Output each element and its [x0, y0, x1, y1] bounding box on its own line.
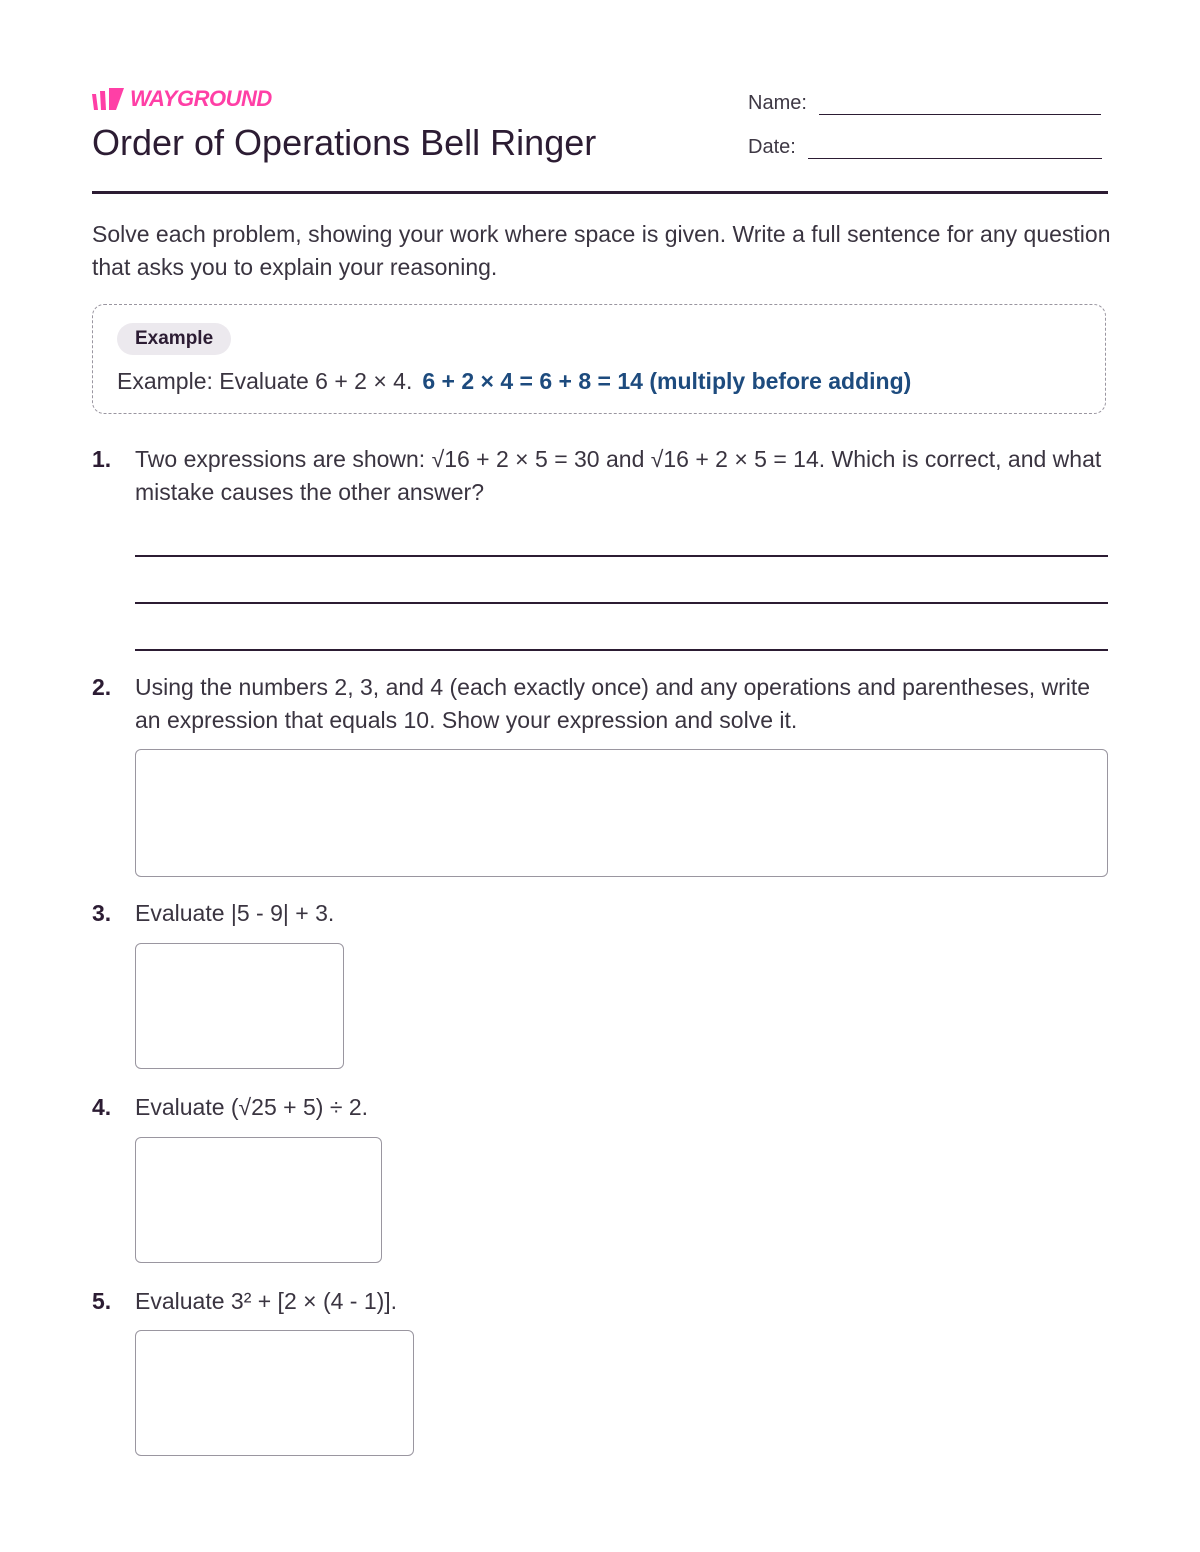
brand-name: WAYGROUND [130, 86, 272, 111]
instructions: Solve each problem, showing your work where space is given. Write a full sentence for any question that asks you to explain your reasoning. [92, 221, 1111, 280]
answer-box-4[interactable] [135, 1137, 382, 1263]
question-text: Using the numbers 2, 3, and 4 (each exactly once) and any operations and parentheses, write an expression that equals 10. Show your expression and solve it. [135, 674, 1091, 733]
date-field [748, 134, 1102, 159]
date-label: Date: [748, 136, 796, 158]
question-text: Evaluate (√25 + 5) ÷ 2. [135, 1094, 369, 1120]
wayground-logo-icon [92, 88, 124, 110]
question-number: 1. [92, 446, 112, 472]
answer-box-3[interactable] [135, 943, 344, 1069]
answer-box-2[interactable] [135, 749, 1108, 877]
name-label: Name: [748, 92, 807, 114]
answer-line-2[interactable] [135, 602, 1108, 604]
question-number: 3. [92, 900, 112, 926]
example-badge: Example [117, 323, 231, 355]
header-divider [92, 191, 1108, 194]
answer-line-1[interactable] [135, 555, 1108, 557]
brand-logo [92, 86, 272, 112]
answer-line-3[interactable] [135, 649, 1108, 651]
question-text: Evaluate |5 - 9| + 3. [135, 900, 335, 926]
question-text: Evaluate 3² + [2 × (4 - 1)]. [135, 1288, 398, 1314]
date-input-line[interactable] [808, 134, 1102, 159]
name-field [748, 90, 1101, 115]
page-title: Order of Operations Bell Ringer [92, 122, 597, 163]
question-number: 2. [92, 674, 112, 700]
example-prompt: Example: Evaluate 6 + 2 × 4. [117, 368, 413, 394]
answer-box-5[interactable] [135, 1330, 414, 1456]
example-line [117, 365, 911, 397]
example-box [92, 304, 1106, 414]
question-number: 4. [92, 1094, 112, 1120]
name-input-line[interactable] [819, 90, 1101, 115]
example-answer: 6 + 2 × 4 = 6 + 8 = 14 (multiply before adding) [422, 368, 912, 394]
question-number: 5. [92, 1288, 112, 1314]
question-text: Two expressions are shown: √16 + 2 × 5 = 30 and √16 + 2 × 5 = 14. Which is correct, and what mistake causes the other answer? [135, 446, 1102, 505]
